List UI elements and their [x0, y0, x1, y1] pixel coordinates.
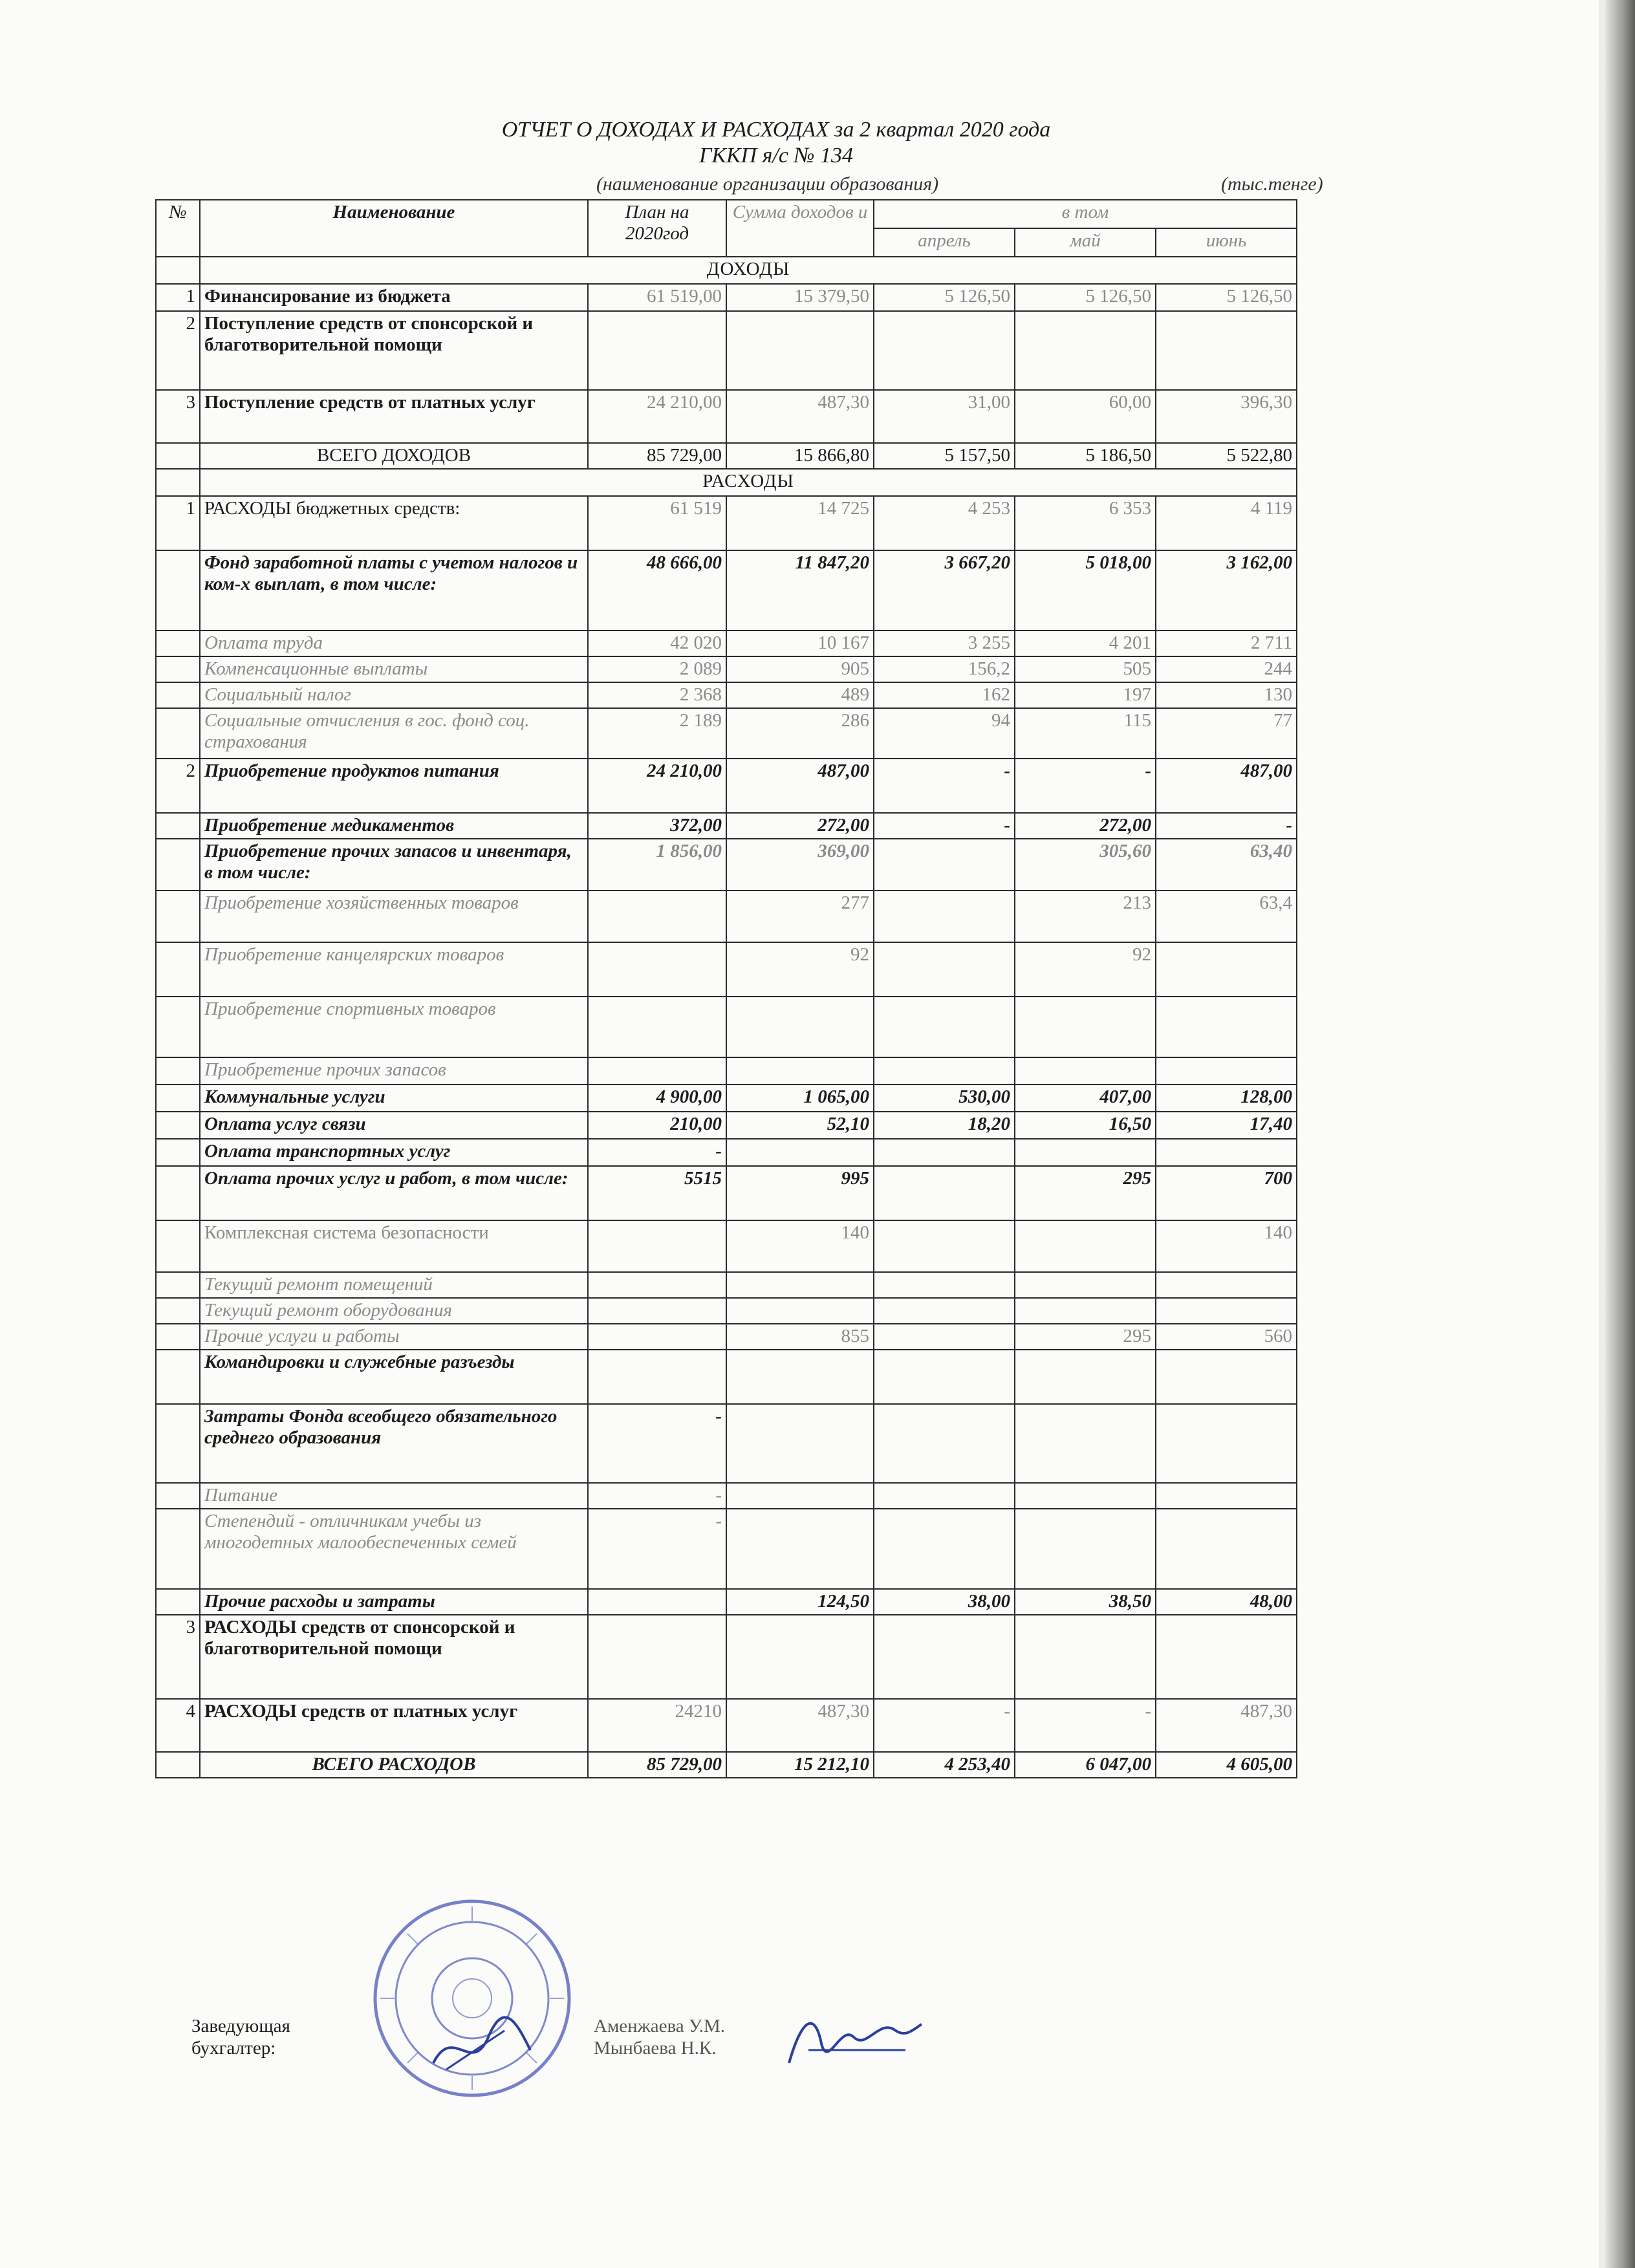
expense-plan-value: 48 666,00: [588, 550, 726, 631]
expense-sum-value: 995: [726, 1166, 874, 1220]
expense-row-number: [156, 1057, 200, 1085]
expense-may-value: 407,00: [1015, 1085, 1156, 1112]
expense-row-number: [156, 1350, 200, 1404]
expense-apr-value: [874, 1139, 1015, 1166]
expense-jun-value: [1156, 1404, 1297, 1483]
income-row-number: 1: [156, 284, 200, 311]
expense-row-number: [156, 550, 200, 631]
expense-row: [156, 1483, 1297, 1509]
expense-jun-value: 17,40: [1156, 1112, 1297, 1139]
expense-row: [156, 550, 1297, 631]
income-row-name: Финансирование из бюджета: [200, 284, 588, 311]
expense-apr-value: [874, 1324, 1015, 1350]
expense-apr-value: 3 667,20: [874, 550, 1015, 631]
income-total-may: 5 186,50: [1015, 443, 1156, 469]
head-label: Заведующая: [191, 2016, 290, 2036]
income-apr-value: [874, 311, 1015, 390]
income-row: [156, 284, 1297, 311]
expense-sum-value: 277: [726, 891, 874, 942]
expense-row: [156, 708, 1297, 759]
expense-row: [156, 1112, 1297, 1139]
units-caption: (тыс.тенге): [1221, 173, 1323, 195]
expense-row-name: Социальный налог: [200, 682, 588, 708]
expense-may-value: 92: [1015, 942, 1156, 997]
expense-sum-value: 11 847,20: [726, 550, 874, 631]
expense-sum-value: 905: [726, 656, 874, 682]
expense-apr-value: [874, 891, 1015, 942]
expense-jun-value: 2 711: [1156, 631, 1297, 656]
expense-apr-value: 530,00: [874, 1085, 1015, 1112]
expense-jun-value: -: [1156, 813, 1297, 839]
expense-plan-value: -: [588, 1483, 726, 1509]
expense-may-value: 505: [1015, 656, 1156, 682]
expense-apr-value: 3 255: [874, 631, 1015, 656]
expense-row: [156, 1615, 1297, 1699]
expense-sum-value: [726, 1404, 874, 1483]
expense-row-number: [156, 708, 200, 759]
expense-jun-value: [1156, 1350, 1297, 1404]
expense-jun-value: 487,30: [1156, 1699, 1297, 1752]
expense-apr-value: [874, 997, 1015, 1057]
expense-plan-value: -: [588, 1139, 726, 1166]
expense-row-number: [156, 1166, 200, 1220]
expense-row-name: Коммунальные услуги: [200, 1085, 588, 1112]
expense-row: [156, 656, 1297, 682]
expense-apr-value: -: [874, 759, 1015, 813]
expense-may-value: 115: [1015, 708, 1156, 759]
expense-row-number: [156, 1298, 200, 1324]
expense-plan-value: 24210: [588, 1699, 726, 1752]
expense-sum-value: [726, 1298, 874, 1324]
expense-sum-value: 487,30: [726, 1699, 874, 1752]
expense-may-value: 295: [1015, 1166, 1156, 1220]
expense-jun-value: [1156, 1483, 1297, 1509]
income-sum-value: 487,30: [726, 390, 874, 443]
income-row-number: 2: [156, 311, 200, 390]
expense-row: [156, 682, 1297, 708]
expense-row: [156, 1589, 1297, 1615]
income-jun-value: 396,30: [1156, 390, 1297, 443]
expense-row-number: [156, 813, 200, 839]
income-sum-value: [726, 311, 874, 390]
expense-apr-value: [874, 1057, 1015, 1085]
expense-apr-value: [874, 1298, 1015, 1324]
expense-row-name: Комплексная система безопасности: [200, 1220, 588, 1272]
expense-may-value: [1015, 1509, 1156, 1589]
expense-jun-value: [1156, 997, 1297, 1057]
expense-jun-value: 560: [1156, 1324, 1297, 1350]
income-apr-value: 5 126,50: [874, 284, 1015, 311]
expense-apr-value: [874, 839, 1015, 891]
expense-may-value: [1015, 1272, 1156, 1298]
expense-row: [156, 942, 1297, 997]
expense-jun-value: [1156, 1509, 1297, 1589]
expense-row: [156, 759, 1297, 813]
expense-plan-value: [588, 997, 726, 1057]
expense-row: [156, 1085, 1297, 1112]
expense-apr-value: 18,20: [874, 1112, 1015, 1139]
income-row-name: Поступление средств от платных услуг: [200, 390, 588, 443]
expense-row-number: [156, 1272, 200, 1298]
expense-row-number: [156, 656, 200, 682]
expense-jun-value: [1156, 1139, 1297, 1166]
income-may-value: [1015, 311, 1156, 390]
income-row-name: Поступление средств от спонсорской и благотворительной помощи: [200, 311, 588, 390]
expense-apr-value: [874, 1615, 1015, 1699]
expense-row-name: Приобретение медикаментов: [200, 813, 588, 839]
expense-may-value: -: [1015, 1699, 1156, 1752]
expense-may-value: [1015, 1298, 1156, 1324]
expense-jun-value: [1156, 1298, 1297, 1324]
expense-row-name: Приобретение продуктов питания: [200, 759, 588, 813]
expense-row-name: Компенсационные выплаты: [200, 656, 588, 682]
organization-caption: (наименование организации образования): [596, 173, 939, 195]
expense-may-value: [1015, 1350, 1156, 1404]
expense-row-number: 2: [156, 759, 200, 813]
expense-apr-value: [874, 1404, 1015, 1483]
expense-total-jun: 4 605,00: [1156, 1752, 1297, 1778]
expense-apr-value: -: [874, 813, 1015, 839]
expense-may-value: 16,50: [1015, 1112, 1156, 1139]
expense-plan-value: 1 856,00: [588, 839, 726, 891]
expense-row-name: Текущий ремонт помещений: [200, 1272, 588, 1298]
accountant-signature: [427, 2011, 537, 2082]
empty-cell: [156, 1752, 200, 1778]
expense-plan-value: 5515: [588, 1166, 726, 1220]
expense-may-value: [1015, 1220, 1156, 1272]
expense-plan-value: [588, 1298, 726, 1324]
expense-may-value: 305,60: [1015, 839, 1156, 891]
expense-row-number: [156, 1085, 200, 1112]
expense-row: [156, 1324, 1297, 1350]
expense-jun-value: 63,40: [1156, 839, 1297, 891]
expense-row-name: Прочие услуги и работы: [200, 1324, 588, 1350]
expense-apr-value: 38,00: [874, 1589, 1015, 1615]
expense-row-number: [156, 631, 200, 656]
expense-row-name: Текущий ремонт оборудования: [200, 1298, 588, 1324]
expense-total-apr: 4 253,40: [874, 1752, 1015, 1778]
expense-row: [156, 1404, 1297, 1483]
expense-row-number: 3: [156, 1615, 200, 1699]
expense-plan-value: [588, 1057, 726, 1085]
expense-row: [156, 1057, 1297, 1085]
expense-may-value: [1015, 1139, 1156, 1166]
expense-jun-value: 3 162,00: [1156, 550, 1297, 631]
income-total-row: [156, 443, 1297, 469]
expense-sum-value: [726, 1057, 874, 1085]
expense-sum-value: 487,00: [726, 759, 874, 813]
expense-sum-value: [726, 1483, 874, 1509]
expense-plan-value: 2 089: [588, 656, 726, 682]
expense-row: [156, 891, 1297, 942]
expense-may-value: 213: [1015, 891, 1156, 942]
income-may-value: 60,00: [1015, 390, 1156, 443]
expense-may-value: 4 201: [1015, 631, 1156, 656]
expense-jun-value: [1156, 1615, 1297, 1699]
expense-apr-value: -: [874, 1699, 1015, 1752]
expense-plan-value: 2 189: [588, 708, 726, 759]
expense-row-number: [156, 1220, 200, 1272]
expense-total-sum: 15 212,10: [726, 1752, 874, 1778]
expense-sum-value: 1 065,00: [726, 1085, 874, 1112]
income-expense-table: [155, 199, 1297, 1778]
expense-may-value: 5 018,00: [1015, 550, 1156, 631]
col-header-name: Наименование: [200, 200, 588, 257]
expense-row: [156, 1298, 1297, 1324]
col-header-sum: Сумма доходов и: [726, 200, 874, 257]
report-title: ОТЧЕТ О ДОХОДАХ И РАСХОДАХ за 2 квартал 2020 года: [501, 118, 1051, 142]
expense-row-name: Питание: [200, 1483, 588, 1509]
expense-row-name: РАСХОДЫ средств от платных услуг: [200, 1699, 588, 1752]
expense-sum-value: 124,50: [726, 1589, 874, 1615]
expense-sum-value: 10 167: [726, 631, 874, 656]
expense-apr-value: 156,2: [874, 656, 1015, 682]
empty-cell: [156, 443, 200, 469]
expense-row: [156, 631, 1297, 656]
income-plan-value: [588, 311, 726, 390]
expense-sum-value: [726, 997, 874, 1057]
expense-row-number: [156, 942, 200, 997]
section-income: ДОХОДЫ: [200, 257, 1297, 284]
expense-jun-value: 140: [1156, 1220, 1297, 1272]
expense-sum-value: 272,00: [726, 813, 874, 839]
expense-sum-value: 52,10: [726, 1112, 874, 1139]
expense-jun-value: 130: [1156, 682, 1297, 708]
expense-sum-value: 286: [726, 708, 874, 759]
expense-row-name: РАСХОДЫ бюджетных средств:: [200, 496, 588, 550]
expense-row-number: [156, 891, 200, 942]
expense-may-value: [1015, 997, 1156, 1057]
expense-row-name: Приобретение спортивных товаров: [200, 997, 588, 1057]
expense-row-number: 1: [156, 496, 200, 550]
expense-jun-value: 700: [1156, 1166, 1297, 1220]
expense-apr-value: [874, 1350, 1015, 1404]
expense-may-value: 38,50: [1015, 1589, 1156, 1615]
expense-row: [156, 813, 1297, 839]
expense-apr-value: 4 253: [874, 496, 1015, 550]
scan-edge: [1605, 0, 1635, 2268]
expense-row-name: Приобретение прочих запасов: [200, 1057, 588, 1085]
expense-may-value: [1015, 1057, 1156, 1085]
expense-row: [156, 997, 1297, 1057]
expense-sum-value: 369,00: [726, 839, 874, 891]
expense-apr-value: [874, 1272, 1015, 1298]
expense-sum-value: 14 725: [726, 496, 874, 550]
expense-row-number: [156, 1324, 200, 1350]
income-row: [156, 390, 1297, 443]
expense-apr-value: 94: [874, 708, 1015, 759]
expense-row-name: Оплата услуг связи: [200, 1112, 588, 1139]
section-expense: РАСХОДЫ: [200, 469, 1297, 496]
expense-plan-value: 24 210,00: [588, 759, 726, 813]
income-row: [156, 311, 1297, 390]
col-header-apr: апрель: [874, 228, 1015, 257]
col-header-may: май: [1015, 228, 1156, 257]
income-may-value: 5 126,50: [1015, 284, 1156, 311]
expense-plan-value: [588, 1220, 726, 1272]
income-apr-value: 31,00: [874, 390, 1015, 443]
expense-jun-value: 128,00: [1156, 1085, 1297, 1112]
expense-row-name: Приобретение хозяйственных товаров: [200, 891, 588, 942]
expense-row-name: РАСХОДЫ средств от спонсорской и благотворительной помощи: [200, 1615, 588, 1699]
expense-plan-value: [588, 1615, 726, 1699]
expense-row: [156, 1509, 1297, 1589]
income-total-jun: 5 522,80: [1156, 443, 1297, 469]
expense-jun-value: 48,00: [1156, 1589, 1297, 1615]
expense-row-name: Фонд заработной платы с учетом налогов и ком-х выплат, в том числе:: [200, 550, 588, 631]
head-name: Аменжаева У.М.: [594, 2016, 725, 2036]
expense-row-number: [156, 1483, 200, 1509]
expense-row-name: Степендий - отличникам учебы из многодетных малообеспеченных семей: [200, 1509, 588, 1589]
expense-apr-value: [874, 1220, 1015, 1272]
expense-row-name: Оплата транспортных услуг: [200, 1139, 588, 1166]
income-row-number: 3: [156, 390, 200, 443]
income-plan-value: 61 519,00: [588, 284, 726, 311]
income-jun-value: [1156, 311, 1297, 390]
expense-sum-value: 92: [726, 942, 874, 997]
col-header-jun: июнь: [1156, 228, 1297, 257]
expense-total-row: [156, 1752, 1297, 1778]
expense-apr-value: [874, 1509, 1015, 1589]
expense-apr-value: [874, 942, 1015, 997]
income-total-apr: 5 157,50: [874, 443, 1015, 469]
income-plan-value: 24 210,00: [588, 390, 726, 443]
accountant-name: Мынбаева Н.К.: [594, 2038, 717, 2058]
expense-row-name: Оплата труда: [200, 631, 588, 656]
expense-may-value: 295: [1015, 1324, 1156, 1350]
expense-plan-value: -: [588, 1404, 726, 1483]
expense-may-value: 197: [1015, 682, 1156, 708]
expense-sum-value: [726, 1615, 874, 1699]
expense-jun-value: 244: [1156, 656, 1297, 682]
expense-plan-value: 210,00: [588, 1112, 726, 1139]
expense-row-number: [156, 682, 200, 708]
income-total-label: ВСЕГО ДОХОДОВ: [200, 443, 588, 469]
expense-may-value: [1015, 1615, 1156, 1699]
expense-row-number: [156, 839, 200, 891]
expense-row-number: [156, 1112, 200, 1139]
expense-jun-value: 4 119: [1156, 496, 1297, 550]
expense-row-number: [156, 1139, 200, 1166]
expense-row: [156, 1139, 1297, 1166]
expense-jun-value: [1156, 1272, 1297, 1298]
expense-row: [156, 1220, 1297, 1272]
col-header-plan: План на 2020год: [588, 200, 726, 257]
expense-plan-value: -: [588, 1509, 726, 1589]
expense-sum-value: 855: [726, 1324, 874, 1350]
expense-may-value: [1015, 1483, 1156, 1509]
expense-apr-value: [874, 1483, 1015, 1509]
expense-may-value: 272,00: [1015, 813, 1156, 839]
expense-row-number: [156, 997, 200, 1057]
accountant-label: бухгалтер:: [191, 2038, 276, 2058]
expense-plan-value: [588, 942, 726, 997]
expense-total-plan: 85 729,00: [588, 1752, 726, 1778]
empty-cell: [156, 257, 200, 284]
expense-sum-value: 140: [726, 1220, 874, 1272]
expense-jun-value: [1156, 942, 1297, 997]
scan-shadow: [1599, 0, 1605, 2268]
expense-row-number: [156, 1404, 200, 1483]
expense-sum-value: [726, 1350, 874, 1404]
expense-total-may: 6 047,00: [1015, 1752, 1156, 1778]
expense-plan-value: [588, 1324, 726, 1350]
expense-row: [156, 1166, 1297, 1220]
expense-plan-value: [588, 1589, 726, 1615]
expense-plan-value: [588, 891, 726, 942]
expense-sum-value: 489: [726, 682, 874, 708]
expense-sum-value: [726, 1272, 874, 1298]
expense-row-number: [156, 1509, 200, 1589]
income-total-sum: 15 866,80: [726, 443, 874, 469]
expense-sum-value: [726, 1509, 874, 1589]
expense-may-value: [1015, 1404, 1156, 1483]
expense-may-value: 6 353: [1015, 496, 1156, 550]
expense-plan-value: [588, 1272, 726, 1298]
expense-may-value: -: [1015, 759, 1156, 813]
expense-plan-value: 61 519: [588, 496, 726, 550]
income-sum-value: 15 379,50: [726, 284, 874, 311]
expense-jun-value: 63,4: [1156, 891, 1297, 942]
expense-jun-value: [1156, 1057, 1297, 1085]
expense-apr-value: 162: [874, 682, 1015, 708]
expense-row-name: Социальные отчисления в гос. фонд соц. страхования: [200, 708, 588, 759]
expense-row-name: Приобретение канцелярских товаров: [200, 942, 588, 997]
expense-plan-value: 42 020: [588, 631, 726, 656]
expense-sum-value: [726, 1139, 874, 1166]
expense-row: [156, 1699, 1297, 1752]
expense-apr-value: [874, 1166, 1015, 1220]
expense-row-number: 4: [156, 1699, 200, 1752]
expense-row-name: Оплата прочих услуг и работ, в том числе:: [200, 1166, 588, 1220]
expense-row-name: Прочие расходы и затраты: [200, 1589, 588, 1615]
expense-plan-value: 2 368: [588, 682, 726, 708]
income-jun-value: 5 126,50: [1156, 284, 1297, 311]
organization-name: ГККП я/с № 134: [699, 144, 853, 167]
expense-row-name: Приобретение прочих запасов и инвентаря, в том числе:: [200, 839, 588, 891]
expense-plan-value: 4 900,00: [588, 1085, 726, 1112]
expense-row-name: Затраты Фонда всеобщего обязательного среднего образования: [200, 1404, 588, 1483]
expense-plan-value: [588, 1350, 726, 1404]
expense-row-name: Командировки и служебные разъезды: [200, 1350, 588, 1404]
expense-jun-value: 487,00: [1156, 759, 1297, 813]
expense-row: [156, 496, 1297, 550]
expense-row: [156, 1272, 1297, 1298]
expense-row: [156, 839, 1297, 891]
expense-row-number: [156, 1589, 200, 1615]
empty-cell: [156, 469, 200, 496]
head-signature: [783, 2005, 925, 2076]
col-header-incl: в том: [874, 200, 1297, 228]
expense-plan-value: 372,00: [588, 813, 726, 839]
income-total-plan: 85 729,00: [588, 443, 726, 469]
expense-jun-value: 77: [1156, 708, 1297, 759]
expense-total-label: ВСЕГО РАСХОДОВ: [200, 1752, 588, 1778]
col-header-no: №: [156, 200, 200, 257]
expense-row: [156, 1350, 1297, 1404]
